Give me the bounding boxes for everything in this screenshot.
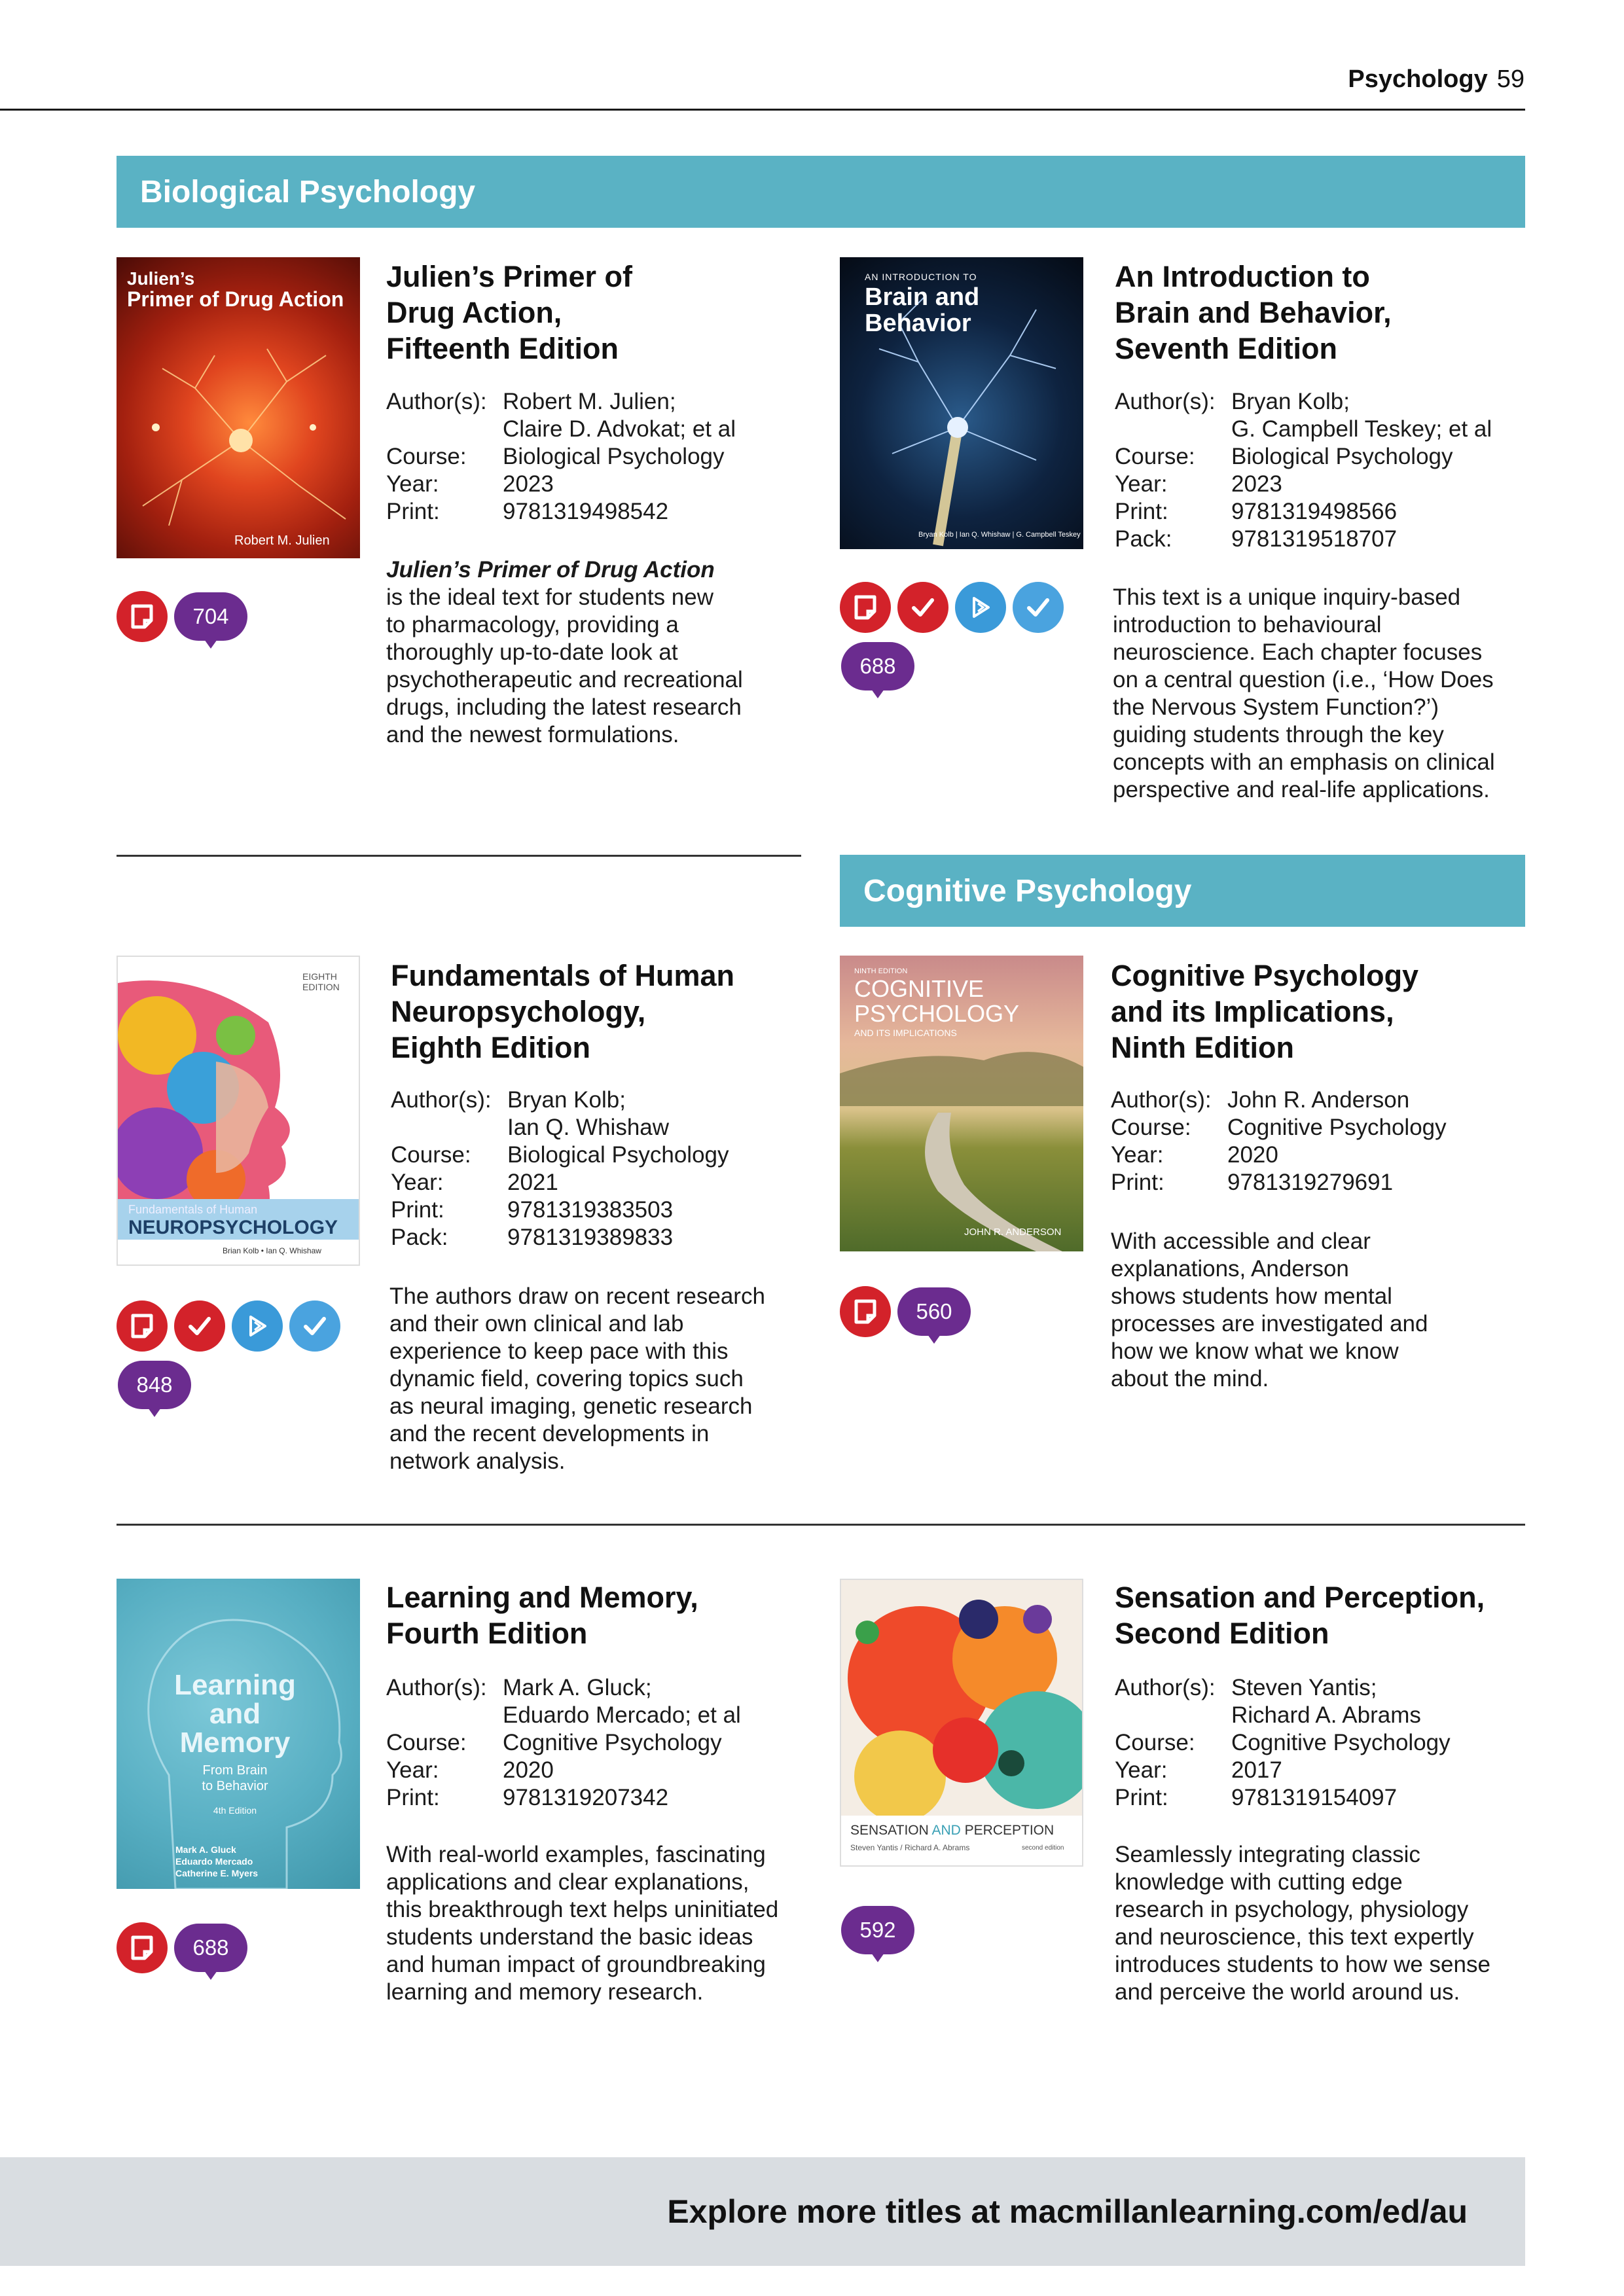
book-description: Julien’s Primer of Drug Action is the ideal text for students new to pharmacology, providing a thoroughly up-to-date look at psychotherapeutic and recreational drugs, including the latest research and the newest formulations.	[386, 557, 743, 747]
book-cover[interactable]	[840, 956, 1083, 1251]
page-count-badge: 560	[897, 1287, 971, 1336]
section-divider	[117, 855, 801, 857]
cover-title-line: and	[209, 1698, 261, 1730]
running-header	[1348, 65, 1525, 94]
book-meta: Author(s): John R. Anderson Course: Cognitive Psychology Year: 2020 Print: 9781319279691	[1111, 1087, 1447, 1195]
footer-link[interactable]: Explore more titles at macmillanlearning.com/ed/au	[667, 2193, 1468, 2230]
page-number: 59	[1496, 65, 1525, 93]
page-count-badge: 704	[174, 592, 247, 641]
cover-edition: 4th Edition	[213, 1805, 257, 1816]
blue-check-icon[interactable]	[289, 1300, 340, 1352]
play-icon[interactable]	[955, 582, 1006, 633]
cover-title-line: NEUROPSYCHOLOGY	[128, 1217, 338, 1238]
cover-title-line: COGNITIVE	[854, 975, 984, 1002]
blue-check-icon[interactable]	[1013, 582, 1064, 633]
cover-author: JOHN R. ANDERSON	[964, 1227, 1062, 1238]
header-rule	[0, 109, 1525, 111]
cover-subtitle: AND ITS IMPLICATIONS	[854, 1028, 957, 1038]
book-title[interactable]: Julien’s Primer of Drug Action, Fifteenth Edition	[386, 260, 632, 365]
footer-banner	[0, 2157, 1525, 2266]
check-icon[interactable]	[897, 582, 948, 633]
book-description: With real-world examples, fascinating applications and clear explanations, this breakthrough text helps uninitiated students understand the basic ideas and human impact of groundbreaking learning and memory research.	[386, 1842, 779, 2005]
cover-author: Mark A. Gluck	[175, 1844, 236, 1855]
cover-edition: NINTH EDITION	[854, 967, 908, 975]
cover-author: Catherine E. Myers	[175, 1868, 259, 1878]
cover-title-line: Primer of Drug Action	[127, 287, 344, 311]
book-cover[interactable]	[117, 257, 360, 558]
book-title[interactable]: Fundamentals of Human Neuropsychology, Eighth Edition	[391, 959, 735, 1064]
section-name: Psychology	[1348, 65, 1488, 93]
cover-title-small: Fundamentals of Human	[128, 1203, 258, 1216]
cover-subtitle: From Brain	[202, 1763, 268, 1778]
book-title[interactable]: Cognitive Psychology and its Implications, Ninth Edition	[1111, 959, 1419, 1064]
page-count-badge: 688	[841, 642, 914, 691]
book-description: This text is a unique inquiry-based introduction to behavioural neuroscience. Each chapter focuses on a central question (i.e., ‘How Does the Nervous System Function?’) guiding students through the key concepts with an emphasis on clinical perspective and real-life applications.	[1113, 584, 1495, 802]
cover-author: Robert M. Julien	[234, 533, 330, 548]
book-cover[interactable]	[840, 1579, 1083, 1867]
format-icons	[840, 1286, 891, 1337]
book-meta: Author(s): Steven Yantis; Richard A. Abrams Course: Cognitive Psychology Year: 2017 Print: 9781319154097	[1115, 1675, 1451, 1810]
cover-author: Bryan Kolb | Ian Q. Whishaw | G. Campbell Teskey	[918, 531, 1081, 539]
book-meta: Author(s): Bryan Kolb; G. Campbell Teskey; et al Course: Biological Psychology Year: 2023 Print: 9781319498566 Pack: 9781319518707	[1115, 389, 1492, 552]
book-meta: Author(s): Mark A. Gluck; Eduardo Mercado; et al Course: Cognitive Psychology Year: 2020 Print: 9781319207342	[386, 1675, 741, 1810]
book-meta: Author(s): Robert M. Julien; Claire D. Advokat; et al Course: Biological Psychology Year: 2023 Print: 9781319498542	[386, 389, 736, 524]
format-icons	[117, 591, 168, 642]
cover-author: Brian Kolb • Ian Q. Whishaw	[223, 1246, 321, 1255]
page-count-badge: 592	[841, 1906, 914, 1954]
cover-title-line: Behavior	[865, 310, 971, 337]
ebook-icon[interactable]	[117, 1300, 168, 1352]
cover-edition: second edition	[1022, 1844, 1064, 1852]
format-icons	[840, 582, 1064, 633]
book-title[interactable]: An Introduction to Brain and Behavior, Seventh Edition	[1115, 260, 1392, 365]
cover-title-line: Learning	[174, 1669, 296, 1701]
section-band-biological	[117, 156, 1525, 228]
cover-author: Steven Yantis / Richard A. Abrams	[850, 1843, 970, 1852]
section-title: Cognitive Psychology	[863, 873, 1192, 908]
cover-title-line: Memory	[179, 1727, 291, 1759]
book-description: The authors draw on recent research and their own clinical and lab experience to keep pace with this dynamic field, covering topics such as neural imaging, genetic research and the recent developments in network analysis.	[389, 1283, 765, 1474]
section-title: Biological Psychology	[140, 174, 476, 209]
section-band-cognitive	[840, 855, 1525, 927]
book-cover[interactable]	[117, 1579, 360, 1889]
page-count-badge: 848	[118, 1361, 191, 1409]
book-description: Seamlessly integrating classic knowledge with cutting edge research in psychology, physiology and neuroscience, this text expertly introduces students to how we sense and perceive the world around us.	[1115, 1842, 1490, 2005]
book-cover[interactable]	[117, 956, 360, 1266]
page-count-badge: 688	[174, 1924, 247, 1972]
section-divider	[117, 1524, 1525, 1526]
book-title[interactable]: Sensation and Perception, Second Edition	[1115, 1581, 1485, 1650]
cover-author: Eduardo Mercado	[175, 1856, 253, 1867]
play-icon[interactable]	[232, 1300, 283, 1352]
cover-title-line: Brain and	[865, 283, 980, 311]
ebook-icon[interactable]	[117, 1922, 168, 1973]
cover-kicker: AN INTRODUCTION TO	[865, 272, 977, 282]
ebook-icon[interactable]	[840, 1286, 891, 1337]
cover-title-line: Julien’s	[127, 268, 195, 289]
cover-title-line: SENSATION AND PERCEPTION	[850, 1823, 1055, 1838]
cover-subtitle: to Behavior	[202, 1779, 268, 1793]
cover-title-line: PSYCHOLOGY	[854, 1000, 1020, 1027]
ebook-icon[interactable]	[117, 591, 168, 642]
paint-art	[841, 1580, 1083, 1816]
check-icon[interactable]	[174, 1300, 225, 1352]
format-icons	[117, 1922, 168, 1973]
book-description: With accessible and clear explanations, Anderson shows students how mental processes are investigated and how we know what we know about the mind.	[1111, 1229, 1428, 1391]
ebook-icon[interactable]	[840, 582, 891, 633]
book-title[interactable]: Learning and Memory, Fourth Edition	[386, 1581, 698, 1650]
book-cover[interactable]	[840, 257, 1083, 549]
cover-edition: EIGHTH EDITION	[302, 971, 340, 992]
format-icons	[117, 1300, 340, 1352]
book-meta: Author(s): Bryan Kolb; Ian Q. Whishaw Course: Biological Psychology Year: 2021 Print: 9781319383503 Pack: 9781319389833	[391, 1087, 729, 1250]
